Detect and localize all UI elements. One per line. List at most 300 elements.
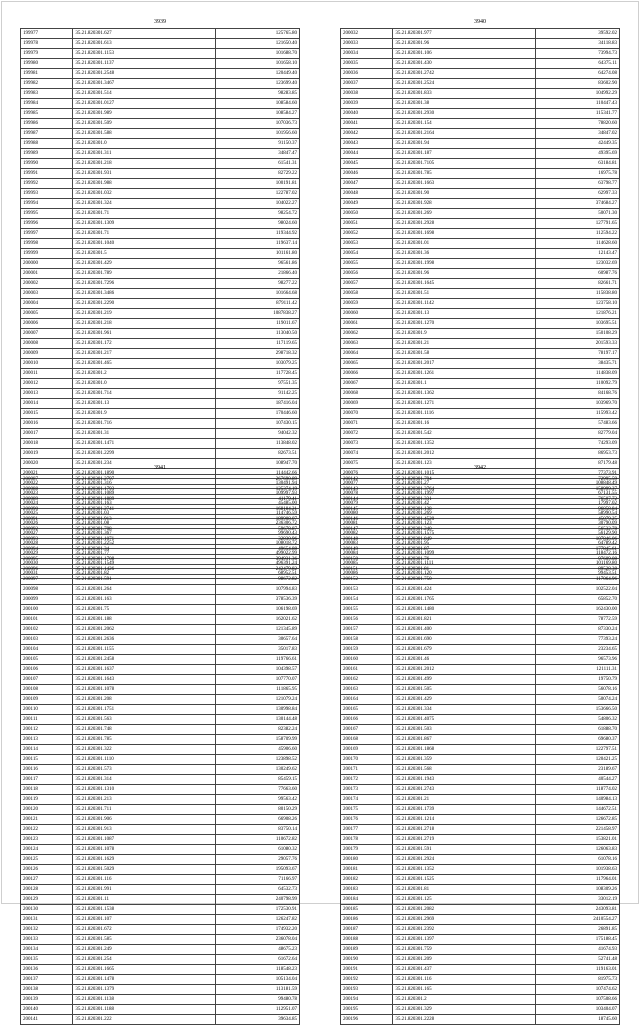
code-cell: 35.21.820301.1751	[73, 705, 215, 715]
table-row	[341, 665, 620, 675]
table-row	[341, 895, 620, 905]
table-row	[21, 495, 300, 505]
amount-cell: 112951.07	[215, 1005, 299, 1015]
table-row	[341, 785, 620, 795]
row-id-cell: 199985	[21, 109, 73, 119]
amount-cell: 177845.61	[535, 545, 619, 555]
table-row	[341, 149, 620, 159]
table-row	[341, 189, 620, 199]
row-id-cell: 200153	[341, 585, 393, 595]
amount-cell: 140984.13	[535, 795, 619, 805]
code-cell: 35.21.820301.209	[393, 955, 535, 965]
table-row	[341, 139, 620, 149]
code-cell: 35.21.820301.509	[73, 119, 215, 129]
table-row	[21, 89, 300, 99]
code-cell: 35.21.820301.16	[393, 419, 535, 429]
code-cell: 35.21.820301.672	[73, 925, 215, 935]
code-cell: 35.21.820301.1739	[393, 805, 535, 815]
amount-cell: 96561.86	[215, 259, 299, 269]
amount-cell: 120421.25	[535, 755, 619, 765]
row-id-cell: 200009	[21, 349, 73, 359]
amount-cell: 108947.70	[215, 459, 299, 469]
table-row	[21, 309, 300, 319]
row-id-cell: 200188	[341, 935, 393, 945]
row-id-cell: 200180	[341, 855, 393, 865]
row-id-cell: 200185	[341, 905, 393, 915]
table-row	[341, 29, 620, 39]
amount-cell: 87330.24	[535, 625, 619, 635]
row-id-cell: 200155	[341, 605, 393, 615]
code-cell: 35.21.820301.1087	[73, 835, 215, 845]
amount-cell: 38435.71	[535, 359, 619, 369]
amount-cell: 62997.33	[535, 189, 619, 199]
amount-cell: 103695.51	[535, 319, 619, 329]
table-row	[21, 705, 300, 715]
row-id-cell: 200061	[341, 319, 393, 329]
table-row	[341, 675, 620, 685]
table-row	[21, 645, 300, 655]
row-id-cell: 200089	[21, 495, 73, 505]
amount-cell: 78820.60	[535, 119, 619, 129]
amount-cell: 101658.10	[215, 59, 299, 69]
code-cell: 35.21.820301.187	[393, 149, 535, 159]
amount-cell: 94042.32	[215, 429, 299, 439]
row-id-cell: 200172	[341, 775, 393, 785]
row-id-cell: 200156	[341, 615, 393, 625]
amount-cell: 77373.91	[535, 469, 619, 479]
amount-cell: 121876.21	[535, 309, 619, 319]
row-id-cell: 199988	[21, 139, 73, 149]
code-cell: 35.21.820301.5029	[73, 865, 215, 875]
code-cell: 35.21.820301.2228	[393, 1015, 535, 1025]
table-row	[21, 229, 300, 239]
row-id-cell: 200173	[341, 785, 393, 795]
table-row	[21, 555, 300, 565]
code-cell: 35.21.820301.269	[393, 509, 535, 519]
code-cell: 35.21.820301.9	[73, 409, 215, 419]
row-id-cell: 199983	[21, 89, 73, 99]
amount-cell: 82729.22	[215, 169, 299, 179]
amount-cell: 267690.89	[215, 475, 299, 485]
table-row	[341, 715, 620, 725]
row-id-cell: 200194	[341, 995, 393, 1005]
amount-cell: 113848.02	[215, 439, 299, 449]
table-row	[21, 429, 300, 439]
table-row	[341, 795, 620, 805]
amount-cell: 110447.43	[535, 99, 619, 109]
amount-cell: 77393.24	[535, 635, 619, 645]
row-id-cell: 200104	[21, 645, 73, 655]
table-row	[21, 219, 300, 229]
code-cell: 35.21.820301.58	[393, 349, 535, 359]
amount-cell: 127791.65	[535, 219, 619, 229]
code-cell: 35.21.820301.217	[73, 349, 215, 359]
amount-cell: 123032.69	[535, 259, 619, 269]
row-id-cell: 200139	[21, 995, 73, 1005]
table-row	[341, 239, 620, 249]
code-cell: 35.21.820301.1089	[73, 489, 215, 499]
row-id-cell: 200021	[21, 469, 73, 479]
table-row	[341, 585, 620, 595]
row-id-cell: 200074	[341, 449, 393, 459]
code-cell: 35.21.820301.2719	[393, 835, 535, 845]
table-row	[21, 505, 300, 515]
row-id-cell: 200003	[21, 289, 73, 299]
row-id-cell: 200137	[21, 975, 73, 985]
row-id-cell: 200151	[341, 565, 393, 575]
table-row	[341, 925, 620, 935]
block-title: 3939	[154, 19, 166, 25]
amount-cell: 85459.15	[215, 775, 299, 785]
amount-cell: 150108.29	[535, 329, 619, 339]
code-cell: 35.21.820301.9	[393, 329, 535, 339]
table-row	[21, 525, 300, 535]
table-row	[341, 535, 620, 545]
code-cell: 35.21.820301.2392	[393, 925, 535, 935]
amount-cell: 118774.02	[535, 785, 619, 795]
code-cell: 35.21.820301.3486	[73, 289, 215, 299]
amount-cell: 104992.29	[535, 89, 619, 99]
table-row	[341, 269, 620, 279]
table-row	[341, 49, 620, 59]
code-cell: 35.21.820301.2062	[73, 625, 215, 635]
code-cell: 35.21.820301.542	[393, 429, 535, 439]
amount-cell: 123898.52	[215, 755, 299, 765]
row-id-cell: 200183	[341, 885, 393, 895]
code-cell: 35.21.820301.42	[393, 499, 535, 509]
row-id-cell: 200177	[341, 825, 393, 835]
row-id-cell: 200187	[341, 925, 393, 935]
code-cell: 35.21.820301.1142	[393, 299, 535, 309]
table-row	[21, 329, 300, 339]
amount-cell: 499022.99	[215, 549, 299, 559]
table-row	[341, 249, 620, 259]
amount-cell: 158709.99	[215, 735, 299, 745]
table-row	[21, 935, 300, 945]
table-row	[341, 179, 620, 189]
code-cell: 35.21.820301.82	[73, 569, 215, 579]
code-cell: 35.21.820301.0127	[73, 99, 215, 109]
table-row	[21, 665, 300, 675]
code-cell: 35.21.820301.1698	[393, 229, 535, 239]
code-cell: 35.21.820301.759	[393, 945, 535, 955]
amount-cell: 374684.27	[535, 199, 619, 209]
amount-cell: 56078.16	[535, 685, 619, 695]
table-row	[341, 129, 620, 139]
row-id-cell: 200065	[341, 359, 393, 369]
table-row	[341, 279, 620, 289]
code-cell: 35.21.820301.1478	[73, 975, 215, 985]
amount-cell: 66908.26	[215, 815, 299, 825]
code-cell: 35.21.820301.514	[73, 89, 215, 99]
amount-cell: 117728.45	[215, 369, 299, 379]
row-id-cell: 200146	[341, 515, 393, 525]
code-cell: 35.21.820301.322	[73, 745, 215, 755]
code-cell: 35.21.820301.116	[73, 875, 215, 885]
table-row	[341, 119, 620, 129]
code-cell: 35.21.820301.34	[73, 545, 215, 555]
amount-cell: 50074.24	[535, 695, 619, 705]
amount-cell: 39592.02	[535, 29, 619, 39]
table-row	[341, 615, 620, 625]
table-row	[21, 975, 300, 985]
row-id-cell: 200049	[341, 199, 393, 209]
table-row	[341, 835, 620, 845]
row-id-cell: 199986	[21, 119, 73, 129]
amount-cell: 118472.16	[535, 549, 619, 559]
amount-cell: 82673.51	[215, 449, 299, 459]
table-row	[341, 905, 620, 915]
table-row	[21, 735, 300, 745]
code-cell: 35.21.820301.573	[73, 765, 215, 775]
amount-cell: 61080.32	[215, 845, 299, 855]
table-row	[341, 259, 620, 269]
row-id-cell: 200103	[21, 635, 73, 645]
code-cell: 35.21.820301.75	[73, 605, 215, 615]
row-id-cell: 200067	[341, 379, 393, 389]
code-cell: 35.21.820301.1309	[73, 219, 215, 229]
row-id-cell: 200066	[341, 369, 393, 379]
amount-cell: 82779.04	[535, 429, 619, 439]
table-row	[21, 895, 300, 905]
row-id-cell: 200078	[341, 489, 393, 499]
code-cell: 35.21.820301.1362	[393, 389, 535, 399]
row-id-cell: 200053	[341, 239, 393, 249]
amount-cell: 115341.77	[535, 109, 619, 119]
amount-cell: 45906.60	[215, 745, 299, 755]
table-row	[341, 289, 620, 299]
row-id-cell: 200133	[21, 935, 73, 945]
row-id-cell: 200073	[341, 439, 393, 449]
amount-cell: 82661.71	[535, 279, 619, 289]
row-id-cell: 200013	[21, 389, 73, 399]
table-row	[341, 229, 620, 239]
code-cell: 35.21.820301.991	[73, 885, 215, 895]
block-title: 3942	[474, 465, 486, 471]
code-cell: 35.21.820301.961	[73, 329, 215, 339]
table-row	[21, 349, 300, 359]
table-row	[341, 935, 620, 945]
row-id-cell: 200140	[21, 1005, 73, 1015]
table-row	[21, 449, 300, 459]
row-id-cell: 199991	[21, 169, 73, 179]
row-id-cell: 200124	[21, 845, 73, 855]
row-id-cell: 199980	[21, 59, 73, 69]
row-id-cell: 200093	[21, 535, 73, 545]
row-id-cell: 200063	[341, 339, 393, 349]
row-id-cell: 199994	[21, 199, 73, 209]
row-id-cell: 200087	[21, 475, 73, 485]
amount-cell: 96573.96	[535, 655, 619, 665]
row-id-cell: 200116	[21, 765, 73, 775]
row-id-cell: 200121	[21, 815, 73, 825]
code-cell: 35.21.820301.324	[73, 199, 215, 209]
row-id-cell: 200107	[21, 675, 73, 685]
code-cell: 35.21.820301.711	[73, 805, 215, 815]
table-row	[21, 795, 300, 805]
row-id-cell: 200106	[21, 665, 73, 675]
table-row	[21, 545, 300, 555]
row-id-cell: 200083	[341, 539, 393, 549]
row-id-cell: 200007	[21, 329, 73, 339]
code-cell: 35.21.820301.163	[73, 499, 215, 509]
table-row	[341, 419, 620, 429]
amount-cell: 119637.14	[215, 239, 299, 249]
table-row	[341, 855, 620, 865]
row-id-cell: 200054	[341, 249, 393, 259]
amount-cell: 298718.32	[215, 349, 299, 359]
row-id-cell: 200005	[21, 309, 73, 319]
code-cell: 35.21.820301.1868	[393, 745, 535, 755]
table-row	[21, 139, 300, 149]
amount-cell: 119011.67	[215, 319, 299, 329]
code-cell: 35.21.820301.1155	[73, 645, 215, 655]
code-cell: 35.21.820301.748	[73, 725, 215, 735]
row-id-cell: 200111	[21, 715, 73, 725]
code-cell: 35.21.820301.138	[393, 505, 535, 515]
amount-cell: 102522.04	[535, 585, 619, 595]
table-row	[341, 985, 620, 995]
code-cell: 35.21.820301.2524	[393, 79, 535, 89]
code-cell: 35.21.820301.1629	[73, 855, 215, 865]
row-id-cell: 200142	[341, 475, 393, 485]
row-id-cell: 200026	[21, 519, 73, 529]
amount-cell: 34847.02	[535, 129, 619, 139]
code-cell: 35.21.820301.1997	[393, 489, 535, 499]
amount-cell: 83750.14	[215, 825, 299, 835]
row-id-cell: 200030	[21, 559, 73, 569]
amount-cell: 23234.65	[535, 645, 619, 655]
table-row	[341, 1015, 620, 1025]
amount-cell: 107770.07	[215, 675, 299, 685]
amount-cell: 71166.97	[215, 875, 299, 885]
amount-cell: 121111.31	[535, 665, 619, 675]
amount-cell: 121650.40	[215, 39, 299, 49]
amount-cell: 104398.57	[215, 665, 299, 675]
code-cell: 35.21.820301.2017	[393, 359, 535, 369]
row-id-cell: 200046	[341, 169, 393, 179]
table-row	[341, 885, 620, 895]
code-cell: 35.21.820301.2636	[73, 635, 215, 645]
table-row	[21, 835, 300, 845]
code-cell: 35.21.820301.120	[393, 569, 535, 579]
code-cell: 35.21.820301.785	[393, 169, 535, 179]
amount-cell: 50071.30	[535, 209, 619, 219]
code-cell: 35.21.820301.794	[393, 475, 535, 485]
row-id-cell: 200047	[341, 179, 393, 189]
code-cell: 35.21.820301.222	[73, 1015, 215, 1025]
code-cell: 35.21.820301.3467	[73, 79, 215, 89]
code-cell: 35.21.820301.2252	[73, 539, 215, 549]
code-cell: 35.21.820301.679	[393, 645, 535, 655]
code-cell: 35.21.820301.867	[393, 735, 535, 745]
row-id-cell: 200016	[21, 419, 73, 429]
table-row	[341, 319, 620, 329]
row-id-cell: 200174	[341, 795, 393, 805]
table-row	[21, 1005, 300, 1015]
amount-cell: 123758.10	[535, 299, 619, 309]
table-row	[341, 475, 620, 485]
data-table	[20, 474, 300, 1025]
code-cell: 35.21.820301.1078	[73, 845, 215, 855]
code-cell: 35.21.820301.465	[73, 359, 215, 369]
table-row	[341, 545, 620, 555]
row-id-cell: 200069	[341, 399, 393, 409]
code-cell: 35.21.820301.1890	[73, 469, 215, 479]
row-id-cell: 200035	[341, 59, 393, 69]
amount-cell: 82382.24	[215, 725, 299, 735]
amount-cell: 119163.01	[535, 965, 619, 975]
amount-cell: 21866.40	[215, 269, 299, 279]
table-row	[21, 715, 300, 725]
code-cell: 35.21.820301.400	[393, 625, 535, 635]
table-row	[341, 555, 620, 565]
amount-cell: 39634.85	[215, 1015, 299, 1025]
table-row	[21, 585, 300, 595]
amount-cell: 103404.07	[535, 1005, 619, 1015]
row-id-cell: 200051	[341, 219, 393, 229]
amount-cell: 63184.81	[535, 159, 619, 169]
row-id-cell: 200092	[21, 525, 73, 535]
code-cell: 35.21.820301.2	[73, 369, 215, 379]
amount-cell: 106198.69	[215, 605, 299, 615]
row-id-cell: 200159	[341, 645, 393, 655]
table-row	[21, 635, 300, 645]
code-cell: 35.21.820301.165	[393, 985, 535, 995]
amount-cell: 115993.42	[535, 409, 619, 419]
row-id-cell: 200028	[21, 539, 73, 549]
amount-cell: 101938.63	[535, 865, 619, 875]
code-cell: 35.21.820301.1998	[393, 259, 535, 269]
table-row	[21, 905, 300, 915]
amount-cell: 108584.60	[215, 99, 299, 109]
amount-cell: 117119.65	[215, 339, 299, 349]
amount-cell: 119766.61	[215, 655, 299, 665]
amount-cell: 105134.04	[215, 975, 299, 985]
table-row	[21, 399, 300, 409]
row-id-cell: 200059	[341, 299, 393, 309]
amount-cell: 32830.96	[215, 535, 299, 545]
row-id-cell: 200048	[341, 189, 393, 199]
amount-cell: 30790.09	[535, 519, 619, 529]
table-row	[341, 429, 620, 439]
code-cell: 35.21.820301.2797	[73, 475, 215, 485]
code-cell: 35.21.820301.1525	[393, 875, 535, 885]
amount-cell: 98672.82	[215, 575, 299, 585]
code-cell: 35.21.820301.31	[73, 429, 215, 439]
amount-cell: 158999.37	[535, 485, 619, 495]
code-cell: 35.21.820301.21	[393, 339, 535, 349]
amount-cell: 168184.21	[215, 505, 299, 515]
amount-cell: 35017.83	[215, 645, 299, 655]
row-id-cell: 200165	[341, 705, 393, 715]
code-cell: 35.21.820301.08	[73, 519, 215, 529]
table-row	[341, 379, 620, 389]
table-row	[341, 349, 620, 359]
amount-cell: 130249.62	[215, 765, 299, 775]
code-cell: 35.21.820301.13	[393, 309, 535, 319]
amount-cell: 110672.82	[215, 835, 299, 845]
amount-cell: 81975.73	[535, 975, 619, 985]
code-cell: 35.21.820301.0	[73, 139, 215, 149]
row-id-cell: 199999	[21, 249, 73, 259]
amount-cell: 236306.72	[215, 519, 299, 529]
amount-cell: 18745.60	[535, 1015, 619, 1025]
row-id-cell: 200120	[21, 805, 73, 815]
code-cell: 35.21.820301.2928	[393, 219, 535, 229]
table-row	[21, 775, 300, 785]
code-cell: 35.21.820301.71	[73, 229, 215, 239]
